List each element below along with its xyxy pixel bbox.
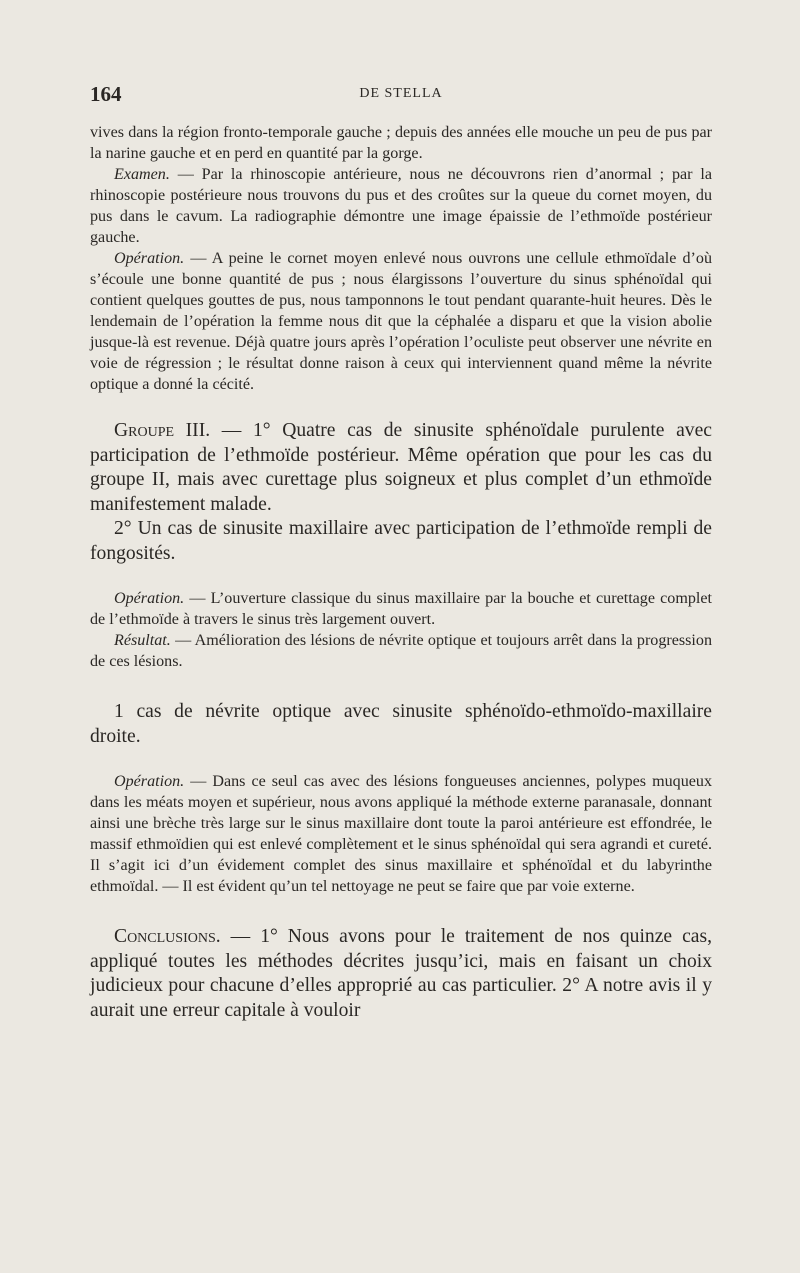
heading-conclusions: Conclusions. [114,926,221,947]
paragraph-neuritis-operation [90,771,712,897]
maxillary-operation-section [90,588,712,672]
paragraph-operation [90,248,712,395]
text-group-three: — 1° Quatre cas de sinusite sphénoïdale purulente avec participation de l’ethmoïde postérieur. Même opération que pour les cas du groupe II, mais avec curettage plus soigneux et plus complet d’un ethmoïde manifestement malade. [90,420,712,515]
page-number: 164 [90,82,122,106]
label-neuritis-operation: Opération. [114,773,185,790]
paragraph-conclusions [90,925,712,1023]
text-conclusions: — 1° Nous avons pour le traitement de nos quinze cas, appliqué toutes les méthodes décrites jusqu’ici, mais en faisant un choix judicieux pour chacune d’elles approprié au cas particulier. 2° A notre avis il y aurait une erreur capitale à vouloir [90,926,712,1021]
paragraph-maxillary-operation [90,588,712,630]
text-neuritis-operation: — Dans ce seul cas avec des lésions fongueuses anciennes, polypes muqueux dans les méats moyen et supérieur, nous avons appliqué la méthode externe paranasale, donnant ainsi une brèche très large sur le sinus maxillaire dont toute la paroi antérieure est effondrée, le massif ethmoïdien qui est enlevé complètement et le sinus sphénoïdal qui sera agrandi et cureté. Il s’agit ici d’un évidement complet des sinus maxillaire et sphénoïdal et du labyrinthe ethmoïdal. — Il est évident qu’un tel nettoyage ne peut se faire que par voie externe. [90,773,712,895]
heading-group-three: Groupe III. [114,420,211,441]
text-examen: — Par la rhinoscopie antérieure, nous ne découvrons rien d’anormal ; par la rhinoscopie postérieure nous trouvons du pus et des croûtes sur la queue du cornet moyen, du pus dans le cavum. La radiographie démontre une image épaissie de l’ethmoïde postérieur gauche. [90,166,712,246]
page-header [90,82,712,108]
heading-neuritis-case: 1 cas de névrite optique avec sinusite sphénoïdo-ethmoïdo-maxillaire droite. [90,701,712,747]
neuritis-heading-section [90,700,712,749]
label-examen: Examen. [114,166,170,183]
case-two-section [90,122,712,395]
paragraph-maxillary-case: 2° Un cas de sinusite maxillaire avec participation de l’ethmoïde rempli de fongosités. [90,518,712,564]
page-body [90,122,712,1023]
paragraph-result [90,630,712,672]
group-three-section [90,419,712,566]
paragraph-symptoms: vives dans la région fronto-temporale gauche ; depuis des années elle mouche un peu de pus par la narine gauche et en perd en quantité par la gorge. [90,124,712,162]
label-operation: Opération. [114,250,185,267]
text-result: — Amélioration des lésions de névrite optique et toujours arrêt dans la progression de ces lésions. [90,632,712,670]
paragraph-group-three [90,419,712,517]
conclusions-section [90,925,712,1023]
label-result: Résultat. [114,632,171,649]
neuritis-operation-section [90,771,712,897]
text-maxillary-operation: — L’ouverture classique du sinus maxillaire par la bouche et curettage complet de l’ethmoïde à travers le sinus très largement ouvert. [90,590,712,628]
running-head: DE STELLA [359,86,443,101]
text-operation: — A peine le cornet moyen enlevé nous ouvrons une cellule ethmoïdale d’où s’écoule une bonne quantité de pus ; nous élargissons l’ouverture du sinus sphénoïdal qui contient quelques gouttes de pus, nous tamponnons le tout pendant quarante-huit heures. Dès le lendemain de l’opération la femme nous dit que la céphalée a disparu et que la vision abolie jusque-là est revenue. Déjà quatre jours après l’opération l’oculiste peut observer une névrite en voie de régression ; le résultat donne raison à ceux qui interviennent quand même la névrite optique a donné la cécité. [90,250,712,393]
paragraph-examen [90,164,712,248]
label-maxillary-operation: Opération. [114,590,185,607]
